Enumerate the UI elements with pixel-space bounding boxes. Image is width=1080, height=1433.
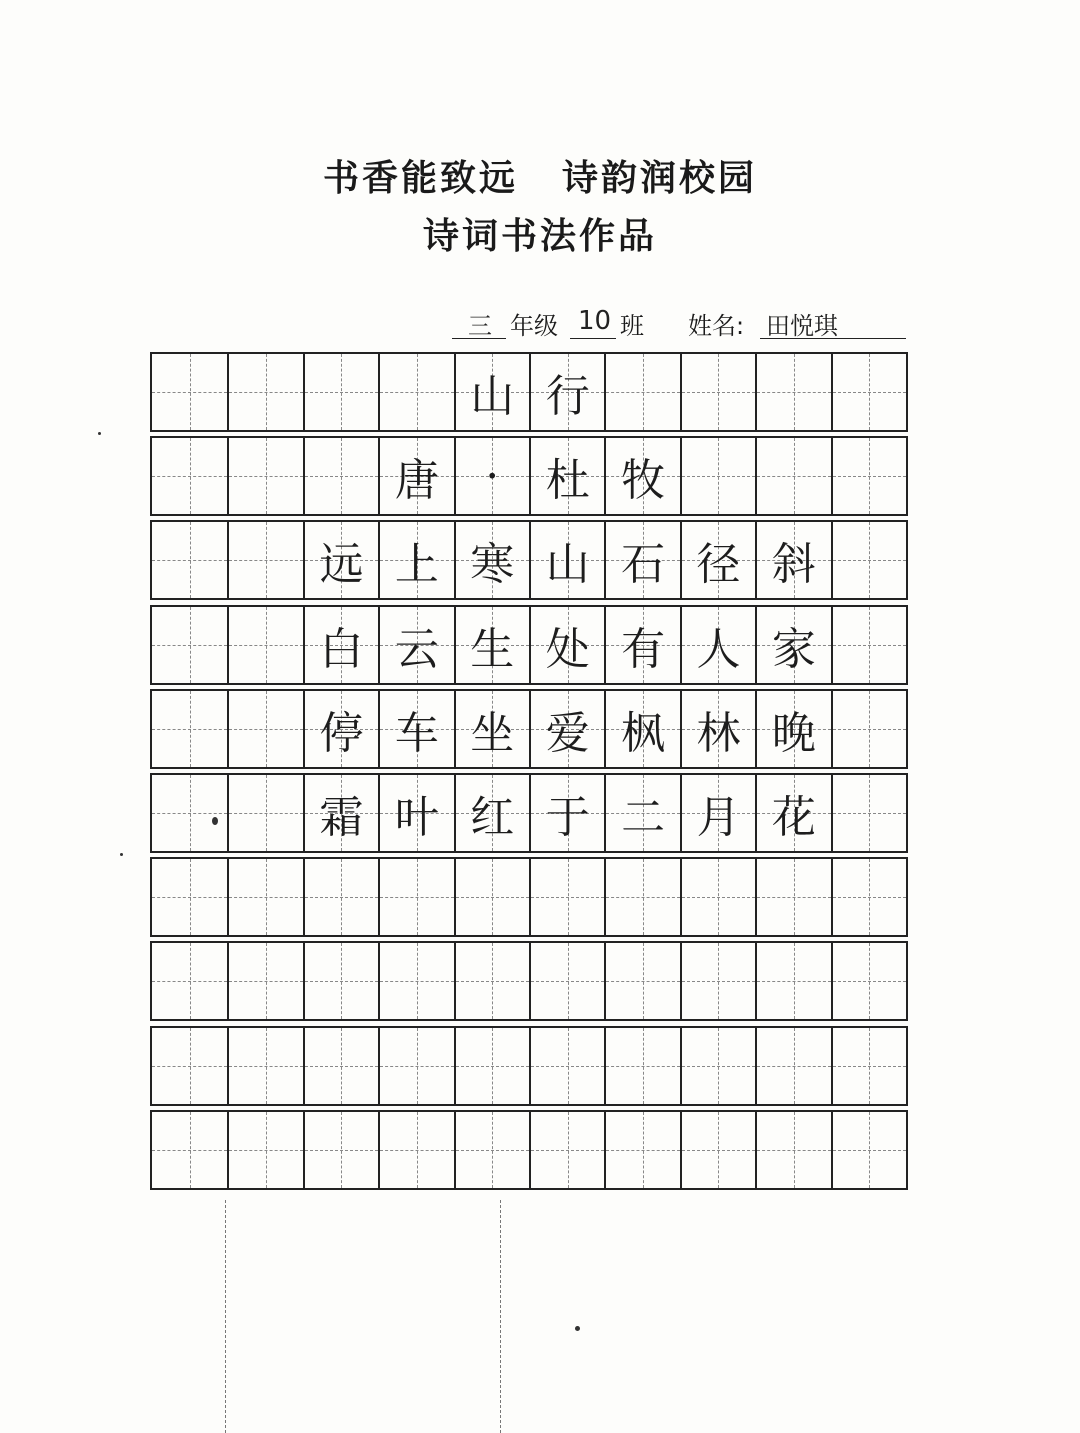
grid-char: 停 [319, 707, 364, 759]
grid-cell [529, 354, 604, 430]
grid-cell [529, 438, 604, 514]
grid-char [833, 1112, 906, 1188]
grid-row [150, 520, 908, 600]
grid-cell [680, 607, 755, 683]
grid-cell [529, 522, 604, 598]
grid-char [531, 943, 604, 1019]
grid-cell [227, 1028, 302, 1104]
grid-char: 处 [545, 623, 590, 675]
grid-char: 家 [771, 623, 816, 675]
grid-cell [152, 438, 227, 514]
grid-char [757, 943, 830, 1019]
grid-cell [303, 607, 378, 683]
grid-char: 斜 [771, 539, 816, 591]
grid-char [229, 438, 302, 514]
ink-spot [98, 432, 101, 435]
grid-cell [152, 859, 227, 935]
grid-cell [303, 775, 378, 851]
grid-cell [831, 943, 906, 1019]
grid-char: 径 [696, 539, 741, 591]
grid-row [150, 436, 908, 516]
grid-cell [152, 522, 227, 598]
grid-char [757, 438, 830, 514]
grid-cell [604, 522, 679, 598]
grid-char [757, 859, 830, 935]
grid-char [833, 438, 906, 514]
class-value: 10 [578, 306, 612, 336]
grid-cell [680, 354, 755, 430]
grid-cell [454, 859, 529, 935]
grid-cell [303, 354, 378, 430]
grade-label: 年级 [510, 312, 558, 340]
grid-char [229, 1112, 302, 1188]
fold-line [225, 1200, 226, 1433]
grid-char [152, 943, 227, 1019]
grid-cell [152, 1028, 227, 1104]
grid-cell [227, 859, 302, 935]
grid-cell [303, 522, 378, 598]
grid-cell [378, 607, 453, 683]
grid-char: 云 [394, 623, 439, 675]
grid-char [833, 522, 906, 598]
grid-cell [831, 1028, 906, 1104]
grid-char [682, 1028, 755, 1104]
grid-cell [227, 691, 302, 767]
name-label: 姓名: [688, 312, 745, 340]
grid-char: 晚 [771, 707, 816, 759]
grid-cell [152, 354, 227, 430]
grid-cell [529, 943, 604, 1019]
grid-char [152, 438, 227, 514]
grid-char [833, 691, 906, 767]
grid-cell [378, 438, 453, 514]
grid-row [150, 941, 908, 1021]
ink-spot [120, 853, 123, 856]
grid-cell [303, 438, 378, 514]
grid-char: 坐 [470, 707, 515, 759]
grid-cell [604, 775, 679, 851]
grid-cell [831, 1112, 906, 1188]
grid-char [380, 1112, 453, 1188]
grid-char [229, 691, 302, 767]
grid-cell [755, 691, 830, 767]
grid-char [531, 859, 604, 935]
grid-cell [529, 775, 604, 851]
grid-char [606, 859, 679, 935]
grid-char [305, 438, 378, 514]
grid-cell [604, 1028, 679, 1104]
grid-char [152, 859, 227, 935]
grid-cell [152, 775, 227, 851]
grid-char [380, 354, 453, 430]
grid-char [833, 607, 906, 683]
grid-char [833, 859, 906, 935]
grid-char [456, 943, 529, 1019]
grid-cell [831, 522, 906, 598]
grid-char [757, 354, 830, 430]
page-subtitle: 诗词书法作品 [422, 215, 657, 257]
class-label: 班 [620, 312, 644, 340]
grid-cell [831, 438, 906, 514]
grid-cell [454, 775, 529, 851]
grid-char [152, 607, 227, 683]
grid-char [682, 1112, 755, 1188]
grid-cell [227, 522, 302, 598]
grid-char: 行 [545, 371, 590, 422]
grid-char: 爱 [545, 707, 590, 759]
grid-char [380, 943, 453, 1019]
grid-cell [680, 691, 755, 767]
grid-cell [604, 943, 679, 1019]
grid-cell [680, 1112, 755, 1188]
grid-char: 山 [470, 371, 515, 422]
grid-char [757, 1028, 830, 1104]
grid-cell [831, 607, 906, 683]
grid-char [380, 1028, 453, 1104]
grid-cell [454, 522, 529, 598]
grid-cell [755, 522, 830, 598]
grid-cell [755, 607, 830, 683]
grid-char [229, 859, 302, 935]
grid-cell [529, 607, 604, 683]
grid-char [531, 1112, 604, 1188]
grid-cell [680, 943, 755, 1019]
title-right: 诗韵润校园 [562, 157, 758, 199]
grid-char [606, 1112, 679, 1188]
grid-char [229, 1028, 302, 1104]
grid-char [833, 1028, 906, 1104]
grid-cell [604, 691, 679, 767]
grid-char: 寒 [470, 539, 515, 591]
grid-char [682, 438, 755, 514]
calligraphy-grid [150, 352, 910, 1197]
grid-char [152, 691, 227, 767]
grid-cell [755, 1112, 830, 1188]
grid-cell [680, 775, 755, 851]
grid-cell [454, 607, 529, 683]
grid-char [305, 354, 378, 430]
grid-char [305, 859, 378, 935]
grid-cell [227, 943, 302, 1019]
grid-char: 花 [771, 792, 816, 843]
fold-line [500, 1200, 501, 1433]
grid-char [456, 1112, 529, 1188]
grid-cell [604, 1112, 679, 1188]
grid-cell [303, 1112, 378, 1188]
grid-char [152, 1112, 227, 1188]
grid-cell [755, 438, 830, 514]
grid-cell [227, 607, 302, 683]
grid-cell [152, 691, 227, 767]
grid-char: 生 [470, 623, 515, 675]
grid-cell [454, 354, 529, 430]
grid-cell [378, 691, 453, 767]
grid-cell [378, 522, 453, 598]
grid-cell [303, 1028, 378, 1104]
grid-cell [680, 859, 755, 935]
grid-row [150, 1110, 908, 1190]
grid-char [833, 354, 906, 430]
grid-cell [454, 691, 529, 767]
grid-row [150, 773, 908, 853]
grid-char: 月 [696, 792, 741, 843]
grid-cell [755, 775, 830, 851]
grid-cell [604, 607, 679, 683]
grid-char [456, 859, 529, 935]
grid-char [380, 859, 453, 935]
ink-spot [575, 1326, 580, 1331]
page-title [0, 150, 1080, 201]
grid-cell [454, 1028, 529, 1104]
grid-char: 人 [696, 623, 741, 675]
grid-char [305, 1112, 378, 1188]
grid-cell [755, 943, 830, 1019]
grid-row [150, 605, 908, 685]
grid-char [833, 943, 906, 1019]
grid-char: 二 [621, 792, 666, 843]
grid-char [229, 775, 302, 851]
grid-char: 白 [319, 623, 364, 675]
grid-cell [303, 691, 378, 767]
grid-cell [529, 1112, 604, 1188]
ink-spot [212, 817, 218, 825]
grid-char [152, 1028, 227, 1104]
grid-row [150, 689, 908, 769]
grid-cell [303, 943, 378, 1019]
grid-cell [152, 943, 227, 1019]
student-info [448, 306, 908, 342]
grid-char [757, 1112, 830, 1188]
grid-cell [831, 859, 906, 935]
grid-char: 山 [545, 539, 590, 591]
grid-char [531, 1028, 604, 1104]
grid-cell [529, 691, 604, 767]
grid-cell [680, 438, 755, 514]
grid-char: 于 [545, 792, 590, 843]
grid-char [305, 943, 378, 1019]
grid-char [229, 354, 302, 430]
grid-cell [680, 1028, 755, 1104]
grid-cell [529, 859, 604, 935]
grid-char [229, 522, 302, 598]
grid-char: 红 [470, 792, 515, 843]
grid-cell [454, 943, 529, 1019]
grid-char: · [485, 450, 500, 502]
grid-char: 上 [394, 539, 439, 591]
grid-char: 枫 [621, 707, 666, 759]
grid-cell [529, 1028, 604, 1104]
grid-cell [604, 354, 679, 430]
grid-char [682, 859, 755, 935]
grid-cell [303, 859, 378, 935]
grid-char: 唐 [394, 455, 439, 507]
grid-cell [227, 1112, 302, 1188]
grid-char [833, 775, 906, 851]
grid-cell [227, 775, 302, 851]
grid-cell [454, 1112, 529, 1188]
grid-char: 车 [394, 707, 439, 759]
grid-char: 叶 [394, 792, 439, 843]
grid-cell [831, 775, 906, 851]
grid-char: 有 [621, 623, 666, 675]
grid-char [152, 775, 227, 851]
grid-cell [378, 354, 453, 430]
grid-row [150, 857, 908, 937]
grid-cell [227, 354, 302, 430]
grid-cell [680, 522, 755, 598]
grid-char: 杜 [545, 455, 590, 507]
title-left: 书香能致远 [322, 157, 518, 199]
grid-char [152, 354, 227, 430]
grid-cell [152, 607, 227, 683]
grid-char [305, 1028, 378, 1104]
grid-cell [755, 354, 830, 430]
grid-cell [755, 859, 830, 935]
grid-char [606, 1028, 679, 1104]
grid-char [606, 943, 679, 1019]
grid-cell [378, 1112, 453, 1188]
grid-char [229, 943, 302, 1019]
grid-char [606, 354, 679, 430]
grid-char: 石 [621, 539, 666, 591]
name-value: 田悦琪 [766, 312, 838, 340]
grid-cell [378, 1028, 453, 1104]
grid-char [152, 522, 227, 598]
grid-cell [152, 1112, 227, 1188]
grid-cell [454, 438, 529, 514]
grid-char: 林 [696, 707, 741, 759]
grid-cell [378, 943, 453, 1019]
grid-cell [378, 775, 453, 851]
grid-cell [227, 438, 302, 514]
grid-cell [755, 1028, 830, 1104]
grid-char [456, 1028, 529, 1104]
grid-char: 牧 [621, 455, 666, 507]
grid-char [682, 354, 755, 430]
grid-char: 远 [319, 539, 364, 591]
grid-cell [831, 354, 906, 430]
grid-row [150, 1026, 908, 1106]
grid-row [150, 352, 908, 432]
grid-cell [604, 859, 679, 935]
grid-cell [378, 859, 453, 935]
grid-char [682, 943, 755, 1019]
grid-char [229, 607, 302, 683]
grid-cell [604, 438, 679, 514]
grade-value: 三 [468, 312, 492, 340]
grid-char: 霜 [319, 792, 364, 843]
grid-cell [831, 691, 906, 767]
